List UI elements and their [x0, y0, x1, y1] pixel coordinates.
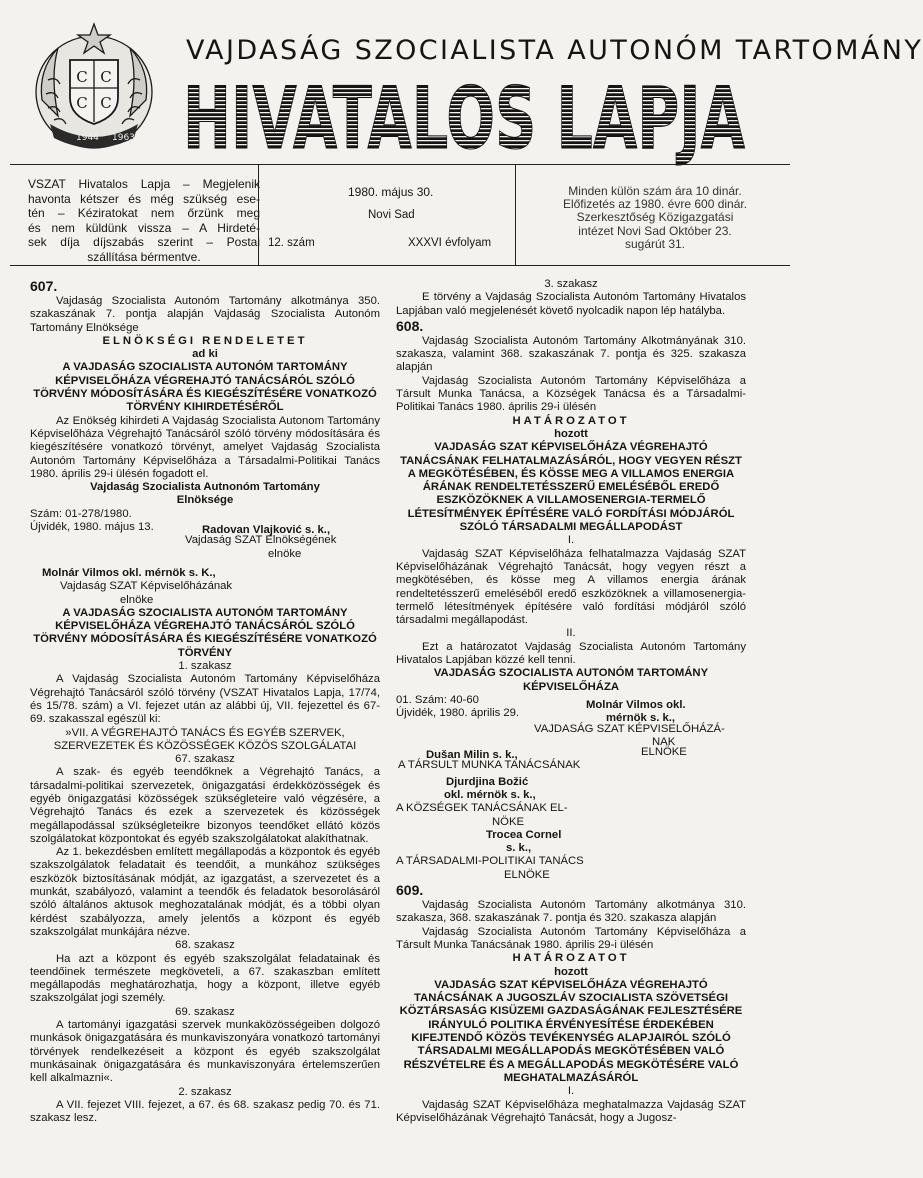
item-number: 607. — [30, 278, 58, 294]
signature: Molnár Vilmos okl. — [586, 699, 686, 712]
coat-of-arms-icon — [28, 20, 160, 152]
subscription-info: Minden külön szám ára 10 dinár. Előfizetés az 1980. évre 600 dinár. Szerkesztőség Közigazgatási intézet Novi Sad Október 23. sugárút 31. — [562, 184, 748, 251]
svg-text:1963: 1963 — [112, 133, 135, 143]
heading: HATÁROZATOT — [512, 414, 630, 427]
item-number: 609. — [396, 882, 424, 899]
heading: A VAJDASÁG SZOCIALISTA AUTONÓM TARTOMÁNY KÉPVISELŐHÁZA VÉGREHAJTÓ TANÁCSÁRÓL SZÓLÓ TÖRVÉNY MÓDOSÍTÁSÁRA ÉS KIEGÉSZÍTÉSÉRE VONATKOZÓ TÖRVÉNY KIHIRDETÉSÉRŐL — [33, 361, 377, 414]
signature: Dušan Milin s. k., — [426, 749, 518, 762]
heading: VAJDASÁG SZAT KÉPVISELŐHÁZA VÉGREHAJTÓ TANÁCSÁNAK A JUGOSZLÁV SZOCIALISTA SZÖVETSÉGI KÖZTÁRSASÁG KISÜZEMI GAZDASÁGÁNAK FEJLESZTÉSÉRE IRÁNYULÓ POLITIKA ÉRVÉNYESÍTÉSE ÉRDEKÉBEN KIFEJTENDŐ KÖZÖS TEVÉKENYSÉG ALAPJAIRÓL SZÓLÓ TÁRSADALMI MEGÁLLAPODÁS MEGKÖTÉSÉBEN VALÓ RÉSZVÉTELRE ÉS A MEGÁLLAPODÁS MEGKÖTÉSÉRE VALÓ MEGHATALMAZÁSÁRÓL — [399, 978, 743, 1084]
item-number: 608. — [396, 317, 424, 334]
svg-text:C: C — [100, 68, 112, 86]
region-title: VAJDASÁG SZOCIALISTA AUTONÓM TARTOMÁNY — [186, 35, 923, 66]
svg-text:1944: 1944 — [76, 133, 99, 143]
right-column: 3. szakasz E törvény a Vajdaság Szocialista Autonóm Tartomány Hivatalos Lapjában való megjelenését követő nyolcadik napon lép hatályba. 608. Vajdaság Szocialista Autonóm Tartomány Alkotmányának 310. szakasza, valamint 368. szakaszának 7. pontja és 325. szakasza alapján Vajdaság Szocialista Autonóm Tartomány Képviselőháza a Társult Munka Tanácsa, a Községek Tanácsa és a Társadalmi-Politikai Tanács 1980. április 29-i ülésén HATÁROZATOT hozott VAJDASÁG SZAT KÉPVISELŐHÁZA VÉGREHAJTÓ TANÁCSÁNAK FELHATALMAZÁSÁRÓL, HOGY VEGYEN RÉSZT A MEGKÖTÉSÉBEN, ÉS KÖSSE MEG A VILLAMOS ENERGIA ÁRÁNAK RENDELTETÉSSZERŰ EMELÉSÉBŐL EREDŐ ESZKÖZÖKNEK A VILLAMOSENERGIA-TERMELŐ LÉTESÍTMÉNYEK ÉPÍTÉSÉRE VALÓ FORDÍTÁSI MÓDJÁRÓL SZÓLÓ TÁRSADALMI MEGÁLLAPODÁST I. Vajdaság SZAT Képviselőháza felhatalmazza Vajdaság SZAT Képviselőházának Végrehajtó Tanácsát, hogy vegyen részt a megkötésében, és kösse meg A villamos energia árának rendeltetésszerű emeléséből eredő eszközöknek a villamosenergia-termelő létesítmények építésére való fordítási módjáról szóló társadalmi megállapodást. II. Ezt a határozatot Vajdaság Szocialista Autonóm Tartomány Hivatalos Lapjában közzé kell tenni. VAJDASÁG SZOCIALISTA AUTONÓM TARTOMÁNY KÉPVISELŐHÁZA 01. Szám: 40-60 Újvidék, 1980. április 29. Molnár Vilmos okl. mérnök s. k., VAJDASÁG SZAT KÉPVISELŐHÁZÁ- NAK Dušan Milin s. k., A TÁRSULT MUNKA TANÁCSÁNAK ELNÖKE Djurdjina Božić okl. mérnök s. k., A KÖZSÉGEK TANÁCSÁNAK EL- NÖKE Trocea Cornel s. k., A TÁRSADALMI-POLITIKAI TANÁCS ELNÖKE 609. Vajdaság Szocialista Autonóm Tartomány alkotmánya 310. szakasza, 368. szakaszának 7. pontja és 320. szakasza alapján Vajdaság Szocialista Autonóm Tartomány Képviselőháza a Társult Munka Tanácsának 1980. április 29-i ülésén HATÁROZATOT hozott VAJDASÁG SZAT KÉPVISELŐHÁZA VÉGREHAJTÓ TANÁCSÁNAK A JUGOSZLÁV SZOCIALISTA SZÖVETSÉGI KÖZTÁRSASÁG KISÜZEMI GAZDASÁGÁNAK FEJLESZTÉSÉRE IRÁNYULÓ POLITIKA ÉRVÉNYESÍTÉSE ÉRDEKÉBEN KIFEJTENDŐ KÖZÖS TEVÉKENYSÉG ALAPJAIRÓL SZÓLÓ TÁRSADALMI MEGÁLLAPODÁS MEGKÖTÉSÉBEN VALÓ RÉSZVÉTELRE ÉS A MEGÁLLAPODÁS MEGKÖTÉSÉRE VALÓ MEGHATALMAZÁSÁRÓL I. Vajdaság SZAT Képviselőháza meghatalmazza Vajdaság SZAT Képviselőházának Végrehajtó Tanácsát, hogy a Jugosz- — [396, 278, 746, 1124]
masthead-info-box — [10, 164, 790, 266]
signature: Molnár Vilmos okl. mérnök s. K., — [42, 566, 216, 579]
issue-volume: XXXVI évfolyam — [408, 237, 492, 249]
heading: HATÁROZATOT — [512, 952, 630, 965]
svg-text:C: C — [76, 94, 88, 112]
issue-number: 12. szám — [268, 237, 315, 249]
svg-text:C: C — [100, 94, 112, 112]
heading: A VAJDASÁG SZOCIALISTA AUTONÓM TARTOMÁNY KÉPVISELŐHÁZA VÉGREHAJTÓ TANÁCSÁRÓL SZÓLÓ TÖRVÉNY MÓDOSÍTÁSÁRA ÉS KIEGÉSZÍTÉSÉRE VONATKOZÓ TÖRVÉNY — [33, 606, 377, 659]
signature: Radovan Vlajković s. k., — [202, 524, 331, 537]
issue-city: Novi Sad — [368, 209, 415, 221]
heading: ELNÖKSÉGI RENDELETET — [102, 334, 308, 347]
issue-date: 1980. május 30. — [348, 185, 434, 199]
signature: Trocea Cornel — [486, 828, 562, 841]
svg-text:HIVATALOS LAPJA: HIVATALOS LAPJA — [183, 69, 746, 169]
signature: Djurdjina Božić — [446, 775, 529, 788]
publication-notice: VSZAT Hivatalos Lapja – Megjelenik havonta kétszer és még szükség ese- tén – Kéziratokat nem őrzünk meg és nem küldünk vissza – A Hirdeté- sek díja díjszabás szerint – Postai szállítása bérmentve. — [28, 177, 260, 264]
svg-text:C: C — [76, 68, 88, 86]
heading: VAJDASÁG SZAT KÉPVISELŐHÁZA VÉGREHAJTÓ TANÁCSÁNAK FELHATALMAZÁSÁRÓL, HOGY VEGYEN RÉSZT A MEGKÖTÉSÉBEN, ÉS KÖSSE MEG A VILLAMOS ENERGIA ÁRÁNAK RENDELTETÉSSZERŰ EMELÉSÉBŐL EREDŐ ESZKÖZÖKNEK A VILLAMOSENERGIA-TERMELŐ LÉTESÍTMÉNYEK ÉPÍTÉSÉRE VALÓ FORDÍTÁSI MÓDJÁRÓL SZÓLÓ TÁRSADALMI MEGÁLLAPODÁST — [400, 441, 742, 534]
left-column: 607. Vajdaság Szocialista Autonóm Tartomány alkotmánya 350. szakaszának 7. pontja alapján Vajdaság Szocialista Autonóm Tartomány Elnöksége ELNÖKSÉGI RENDELETET ad ki A VAJDASÁG SZOCIALISTA AUTONÓM TARTOMÁNY KÉPVISELŐHÁZA VÉGREHAJTÓ TANÁCSÁRÓL SZÓLÓ TÖRVÉNY MÓDOSÍTÁSÁRA ÉS KIEGÉSZÍTÉSÉRE VONATKOZÓ TÖRVÉNY KIHIRDETÉSÉRŐL Az Enökség kihirdeti A Vajdaság Szocialista Autonom Tartomány Képviselőháza Végrehajtó Tanácsáról szóló törvény módosítására és kiegészítésére vonatkozó törvényt, amelyet Vajdaság Szocialista Autonóm Tartomány Képviselőháza a Társadalmi-Politikai Tanács 1980. április 29-i ülésén fogadott el. Vajdaság Szocialista Autnonóm Tartomány Elnöksége Szám: 01-278/1980. Újvidék, 1980. május 13. Radovan Vlajković s. k., Vajdaság SZAT Elnökségének elnöke Molnár Vilmos okl. mérnök s. K., Vajdaság SZAT Képviselőházának elnöke A VAJDASÁG SZOCIALISTA AUTONÓM TARTOMÁNY KÉPVISELŐHÁZA VÉGREHAJTÓ TANÁCSÁRÓL SZÓLÓ TÖRVÉNY MÓDOSÍTÁSÁRA ÉS KIEGÉSZÍTÉSÉRE VONATKOZÓ TÖRVÉNY 1. szakasz A Vajdaság Szocialista Autonóm Tartomány Képviselőháza Végrehajtó Tanácsáról szóló törvény (VSZAT Hivatalos Lapja, 17/74, és 15/78. szám) a VI. fejezet után az alábbi új, VII. fejezettel és 67-69. szakasszal egészül ki: »VII. A VÉGREHAJTÓ TANÁCS ÉS EGYÉB SZERVEK, SZERVEZETEK ÉS KÖZÖSSÉGEK KÖZÖS SZOLGÁLATAI 67. szakasz A szak- és egyéb teendőknek a Végrehajtó Tanács, a társadalmi-politikai szervezetek, önigazgatási érdekközösségek és egyéb önigazgatási közösségek szükségleteire való végzésére, a Végrehajtó Tanács és ezek a szervezetek és közösségek megállapodással szükségleteikre bizonyos teendőket ellátó közös szolgálatokat központokat és egyéb szakszolgálatokat alakíthatnak. Az 1. bekezdésben említett megállapodás a központok és egyéb szakszolgálatok feladatait és teendőit, a munkához szükséges eszközök biztosításának módját, az igazgatást, a szervezetet és a munkát, szabályozó, valamint a teendők és feladatok besorolásáról szóló általános aktusok meghozatalának módját, és a többi olyan kérdést szabályozza, amely jelentős a központ és egyéb szakszolgálat munkájára nézve. 68. szakasz Ha azt a központ és egyéb szakszolgálat feladatainak és teendőinek természete megköveteli, a 67. szakaszban említett megállapodás meghatározhatja, hogy a központ, illetve egyéb szakszolgálat jogi személy. 69. szakasz A tartományi igazgatási szervek munkaközösségeiben dolgozó munkások önigazgatására és munkaviszonyára vonatkozó tartományi törvények rendelkezéseit a központ és egyéb szakszolgálat munkásainak önigazgatására és munkaviszonyára értelemszerűen kell alkalmazni«. 2. szakasz A VII. fejezet VIII. fejezet, a 67. és 68. szakasz pedig 70. és 71. szakasz lesz. — [30, 278, 380, 1125]
gazette-title — [181, 69, 747, 169]
issue-details — [258, 165, 516, 265]
